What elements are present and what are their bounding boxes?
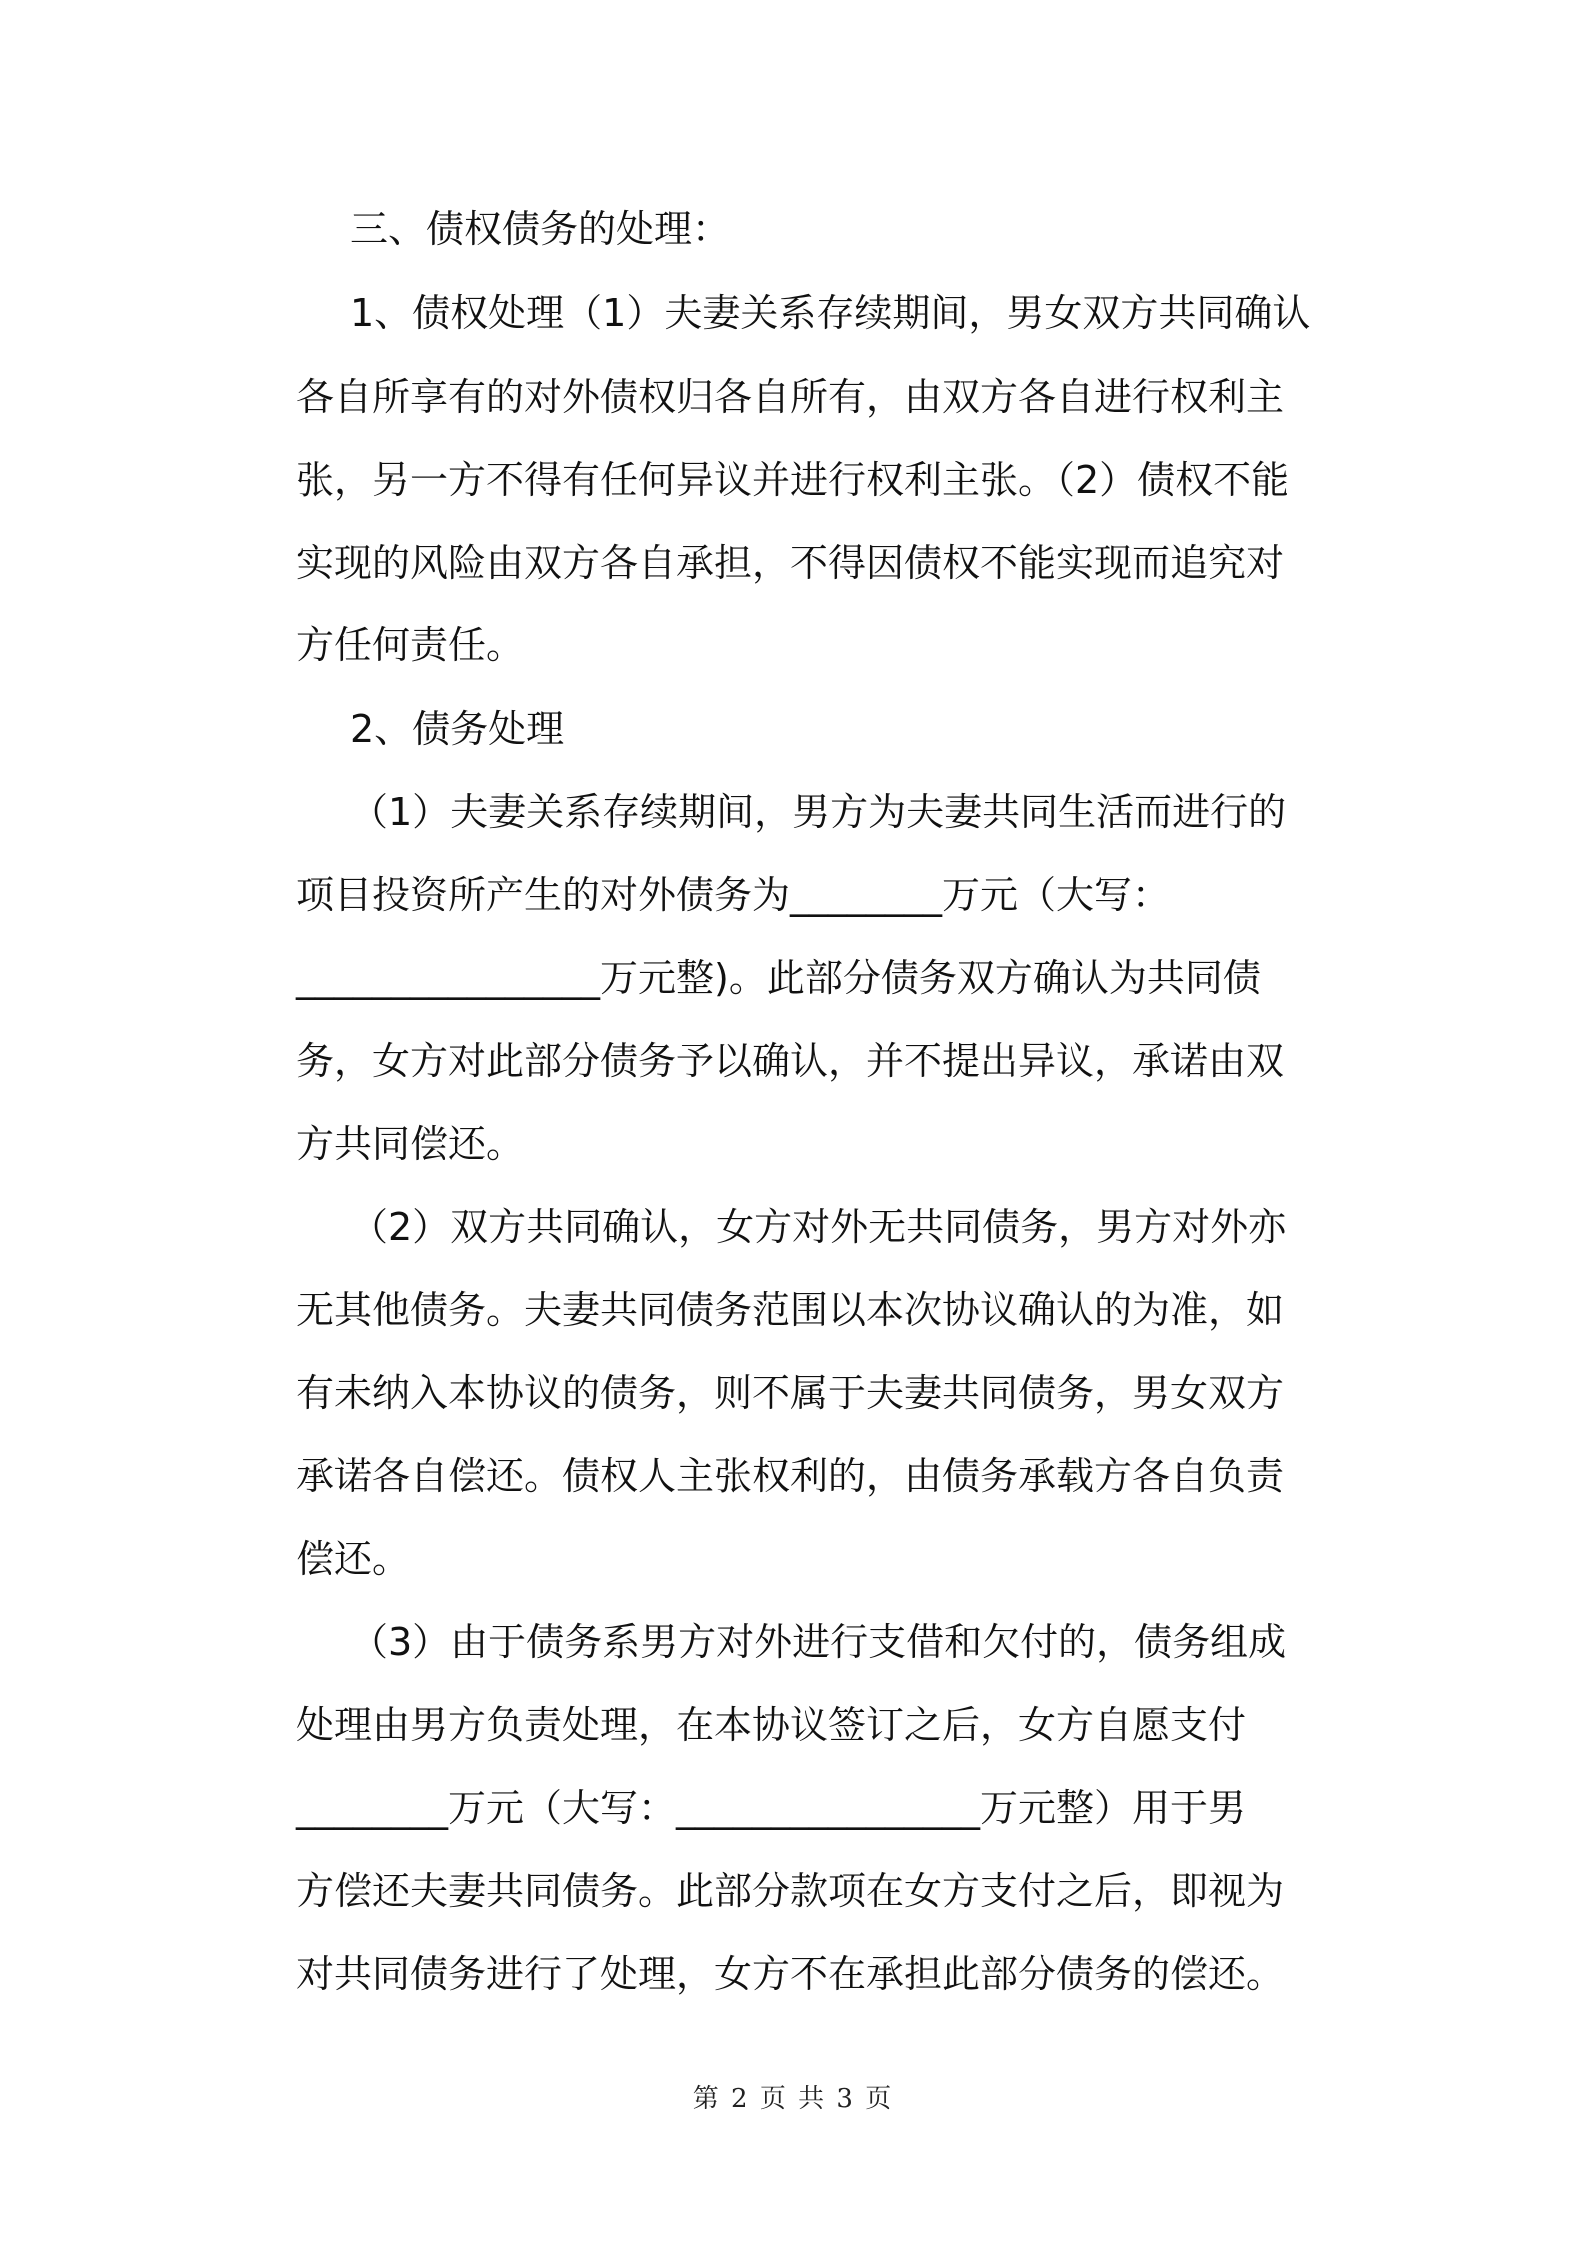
paragraph-line: （2）双方共同确认，女方对外无共同债务，男方对外亦 (350, 1205, 1287, 1249)
paragraph-line: 承诺各自偿还。债权人主张权利的，由债务承载方各自负责 (296, 1454, 1285, 1498)
paragraph-line: 项目投资所产生的对外债务为________万元（大写： (296, 873, 1171, 917)
paragraph-line: （3）由于债务系男方对外进行支借和欠付的，债务组成 (350, 1620, 1287, 1664)
paragraph-line: ________________万元整)。此部分债务双方确认为共同债 (296, 956, 1261, 1000)
paragraph-line: 对共同债务进行了处理，女方不在承担此部分债务的偿还。 (296, 1952, 1285, 1996)
paragraph-line: 处理由男方负责处理，在本协议签订之后，女方自愿支付 (296, 1703, 1247, 1747)
page-footer: 第 2 页 共 3 页 (692, 2084, 894, 2114)
paragraph-line: 偿还。 (296, 1537, 411, 1581)
paragraph-line: 务，女方对此部分债务予以确认，并不提出异议，承诺由双 (296, 1039, 1285, 1083)
paragraph-line: 各自所享有的对外债权归各自所有，由双方各自进行权利主 (296, 375, 1285, 419)
paragraph-line: ________万元（大写：________________万元整）用于男 (296, 1786, 1247, 1830)
paragraph-line: （1）夫妻关系存续期间，男方为夫妻共同生活而进行的 (350, 790, 1287, 834)
paragraph-line: 张，另一方不得有任何异议并进行权利主张。（2）债权不能 (296, 458, 1290, 502)
subsection-heading: 2、债务处理 (350, 707, 565, 751)
section-heading: 三、债权债务的处理： (350, 207, 731, 251)
paragraph-line: 实现的风险由双方各自承担，不得因债权不能实现而追究对 (296, 541, 1285, 585)
paragraph-line: 方共同偿还。 (296, 1122, 525, 1166)
paragraph-line: 无其他债务。夫妻共同债务范围以本次协议确认的为准，如 (296, 1288, 1285, 1332)
paragraph-line: 1、债权处理（1）夫妻关系存续期间，男女双方共同确认 (350, 291, 1311, 335)
paragraph-line: 方偿还夫妻共同债务。此部分款项在女方支付之后，即视为 (296, 1869, 1285, 1913)
paragraph-line: 有未纳入本协议的债务，则不属于夫妻共同债务，男女双方 (296, 1371, 1285, 1415)
paragraph-line: 方任何责任。 (296, 623, 525, 667)
